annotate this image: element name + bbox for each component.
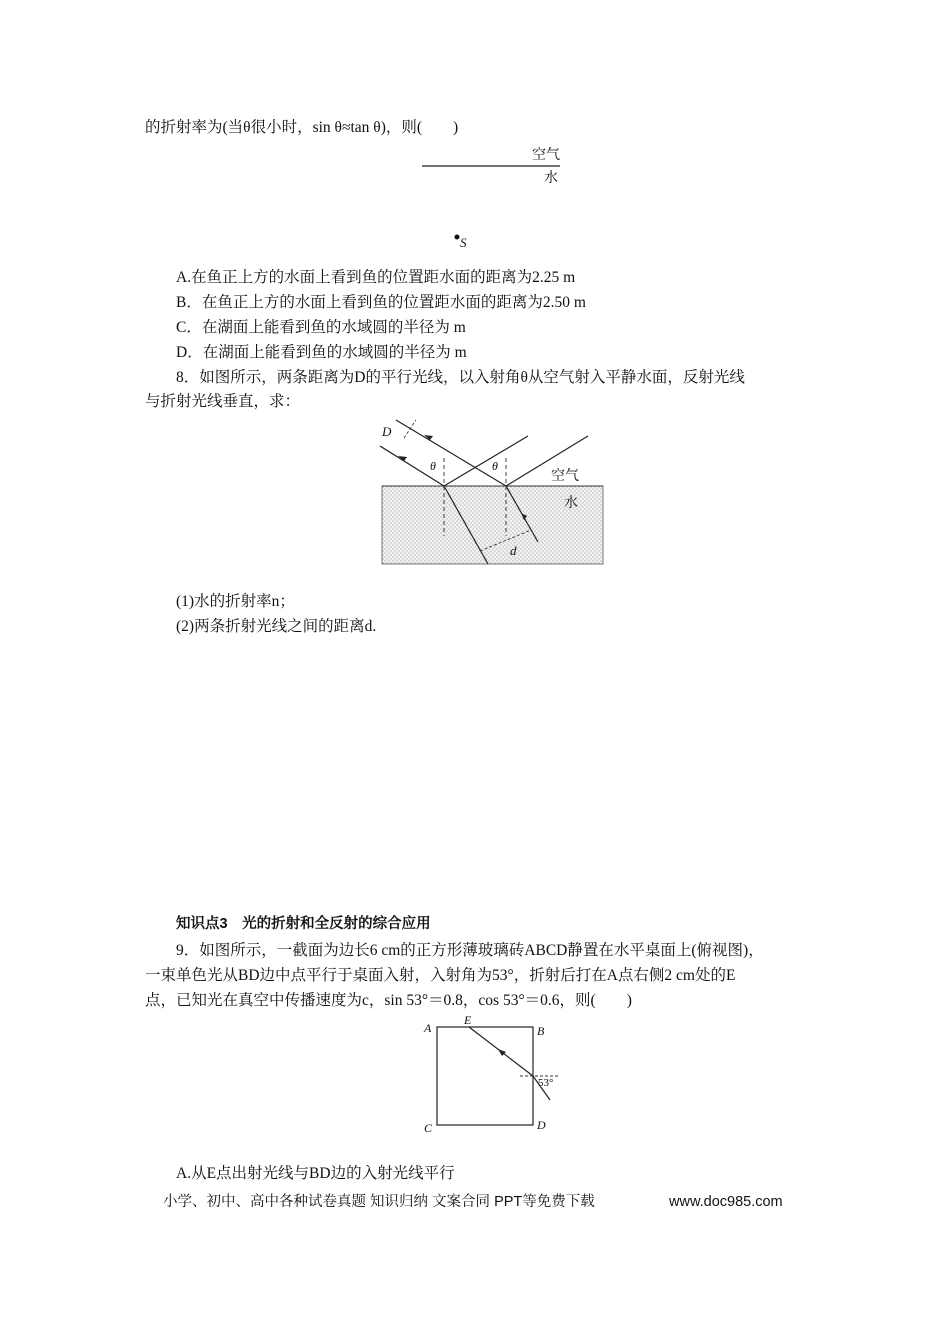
fish-point (455, 235, 460, 240)
q8-fig-D-label: D (382, 424, 392, 439)
footer-url[interactable]: www.doc985.com (669, 1194, 783, 1210)
section3-title: 知识点3 光的折射和全反射的综合应用 (176, 916, 431, 932)
q8-fig-theta-2: θ (492, 459, 498, 473)
incident-ray-2 (396, 420, 506, 486)
q7-option-c: C．在湖面上能看到鱼的水域圆的半径为 m (176, 319, 466, 336)
reflected-ray-1 (444, 436, 528, 486)
q7-figure (410, 140, 580, 255)
footer-text: 小学、初中、高中各种试卷真题 知识归纳 文案合同 PPT等免费下载 (163, 1194, 595, 1210)
q7-option-a: A.在鱼正上方的水面上看到鱼的位置距水面的距离为2.25 m (176, 269, 576, 286)
distance-D-marker (404, 420, 416, 438)
q9-line3: 点，已知光在真空中传播速度为c，sin 53°＝0.8，cos 53°＝0.6，则( ) (145, 992, 632, 1009)
q8-fig-air-label: 空气 (551, 469, 579, 484)
q7-option-d: D．在湖面上能看到鱼的水域圆的半径为 m (176, 344, 467, 361)
q8-sub1: (1)水的折射率n； (176, 593, 295, 610)
q7-option-b: B．在鱼正上方的水面上看到鱼的位置距水面的距离为2.50 m (176, 294, 586, 311)
glass-square (437, 1027, 533, 1125)
q9-fig-E-label: E (464, 1014, 472, 1027)
q8-fig-d-label: d (510, 543, 517, 558)
q7-fig-air-label: 空气 (532, 148, 560, 163)
q7-fig-point-label: S (460, 235, 467, 250)
q8-fig-theta-1: θ (430, 459, 436, 473)
q7-fig-water-label: 水 (544, 171, 558, 186)
q9-fig-B-label: B (537, 1024, 545, 1038)
q9-fig-D-label: D (537, 1118, 546, 1132)
q8-figure (376, 412, 608, 570)
q8-line1: 8．如图所示，两条距离为D的平行光线，以入射角θ从空气射入平静水面，反射光线 (176, 369, 745, 386)
q9-option-a: A.从E点出射光线与BD边的入射光线平行 (176, 1165, 455, 1182)
q7-intro: 的折射率为(当θ很小时，sin θ≈tan θ)，则( ) (145, 119, 459, 136)
q8-fig-water-label: 水 (564, 496, 578, 511)
q9-line2: 一束单色光从BD边中点平行于桌面入射，入射角为53°，折射后打在A点右侧2 cm处的E (145, 967, 736, 984)
q9-figure (420, 1014, 570, 1138)
q9-fig-angle-label: 53° (538, 1077, 554, 1089)
q8-line2: 与折射光线垂直，求： (145, 393, 301, 410)
q9-fig-A-label: A (424, 1021, 432, 1035)
q9-line1: 9．如图所示，一截面为边长6 cm的正方形薄玻璃砖ABCD静置在水平桌面上(俯视图)， (176, 942, 764, 959)
q9-fig-C-label: C (424, 1121, 433, 1135)
q8-sub2: (2)两条折射光线之间的距离d. (176, 618, 377, 635)
